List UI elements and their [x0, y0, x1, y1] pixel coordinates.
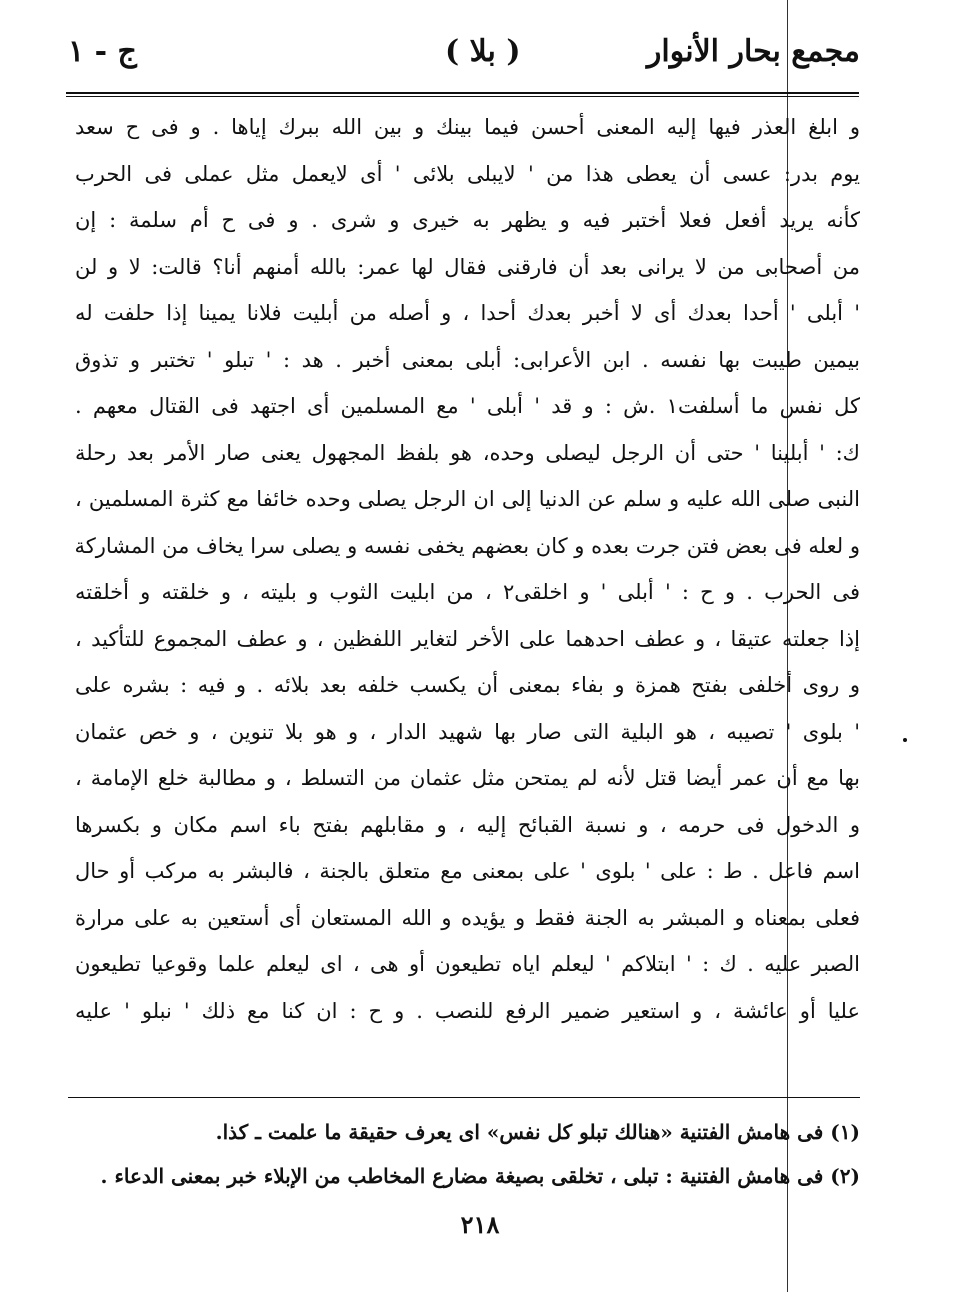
text-line: و الدخول فى حرمه ، و نسبة القبائح إليه ، و مقابلهم بفتح باء اسم مكان و بكسرها — [75, 812, 860, 837]
text-line: ك: ' أبلينا ' حتى أن الرجل ليصلى وحده، هو بلفظ المجهول يعنى صار الأمر بعد رحلة — [75, 440, 860, 465]
header-rule-thin — [66, 96, 859, 97]
main-text — [75, 104, 860, 1034]
text-line: إذا جعلته عتيقا ، و عطف احدهما على الأخر لتغاير اللفظين ، و عطف المجموع للتأكيد ، — [75, 626, 860, 651]
text-line: اسم فاعل . ط : على ' بلوى ' على بمعنى مع متعلق بالجنة ، فالبشر به مركب أو حال — [75, 859, 860, 883]
text-line: من أصحابى من لا يرانى بعد أن فارقنى فقال لها عمر: بالله أمنهم أنا؟ قالت: لا و لن — [75, 254, 860, 279]
text-line: ' أبلى ' أحدا بعدك أى لا أخبر بعدك أحدا ، و أصله من أبليت فلانا يمينا إذا حلفت له — [75, 301, 860, 325]
text-line: ' بلوى ' تصيبه ، هو البلية التى صار بها شهيد الدار ، و هو بلا تنوين ، و خص عثمان — [75, 719, 860, 744]
text-line: فعلى بمعناه و المبشر به الجنة فقط و يؤيده و الله المستعان أى أستعين به على مرارة — [75, 905, 860, 930]
text-line: الصبر عليه . ك : ' ابتلاكم ' ليعلم اياه تطيعون أو هى ، اى ليعلم علما وقوعيا تطيعون — [75, 952, 860, 976]
text-line: و ابلغ العذر فيها إليه المعنى أحسن فيما بينك و بين الله ببرك إياها . و فى ح سعد — [75, 115, 860, 139]
text-line: يوم بدر: عسى أن يعطى هذا من ' لايبلى بلائى ' أى لايعمل مثل عملى فى الحرب — [75, 161, 860, 186]
text-line: و روى أخلفى بفتح همزة و بفاء بمعنى أن يكسب خلفه بعد بلائه . و فيه : بشره على — [75, 673, 860, 697]
text-line: بيمين طيبت بها نفسه . ابن الأعرابى: أبلى بمعنى أخبر . هد : ' تبلو ' تختبر و تذوق — [75, 347, 860, 372]
footnotes — [75, 1110, 860, 1198]
volume-label: ج - ١ — [68, 34, 137, 69]
footnote-rule — [68, 1097, 860, 1098]
book-title: مجمع بحار الأنوار — [646, 34, 860, 69]
page-number: ٢١٨ — [460, 1210, 500, 1239]
text-line: و لعله فى بعض فتن جرت بعده و كان بعضهم يخفى نفسه و يصلى سرا يخاف من المشاركة — [75, 533, 860, 558]
page-header — [60, 34, 860, 84]
text-line: فى الحرب . و ح : ' أبلى ' و اخلقى٢ ، من ابليت الثوب و بليته ، و خلقته و أخلقته — [75, 580, 860, 604]
margin-mark — [903, 738, 907, 742]
footnote-1: (١) فى هامش الفتنية «هنالك تبلو كل نفس» اى يعرف حقيقة ما علمت ـ كذا. — [215, 1120, 860, 1144]
text-line: بها مع أن عمر أيضا قتل لأنه لم يمتحن مثل عثمان من التسلط ، و مطالبة خلع الإمامة ، — [75, 766, 860, 790]
text-line: كل نفس ما أسلفت١ .ش : و قد ' أبلى ' مع المسلمين أى اجتهد فى القتال معهم . — [75, 394, 860, 418]
text-line: عليا أو عائشة ، و استعير ضمير الرفع للنصب . و ح : ان كنا مع ذلك ' نبلو ' عليه — [75, 998, 860, 1023]
header-rule — [66, 92, 859, 94]
text-line: كأنه يريد أفعل فعلا أختبر فيه و يظهر به خيرى و شرى . و فى ح أم سلمة : إن — [75, 208, 860, 232]
text-line: النبى صلى الله عليه و سلم عن الدنيا إلى ان الرجل يصلى وحده خائفا مع كثرة المسلمين ، — [75, 487, 860, 511]
footnote-2: (٢) فى هامش الفتنية : تبلى ، تخلقى بصيغة مضارع المخاطب من الإبلاء خبر بمعنى الدعاء . — [100, 1164, 860, 1188]
entry-word: ( بلا ) — [445, 34, 521, 69]
